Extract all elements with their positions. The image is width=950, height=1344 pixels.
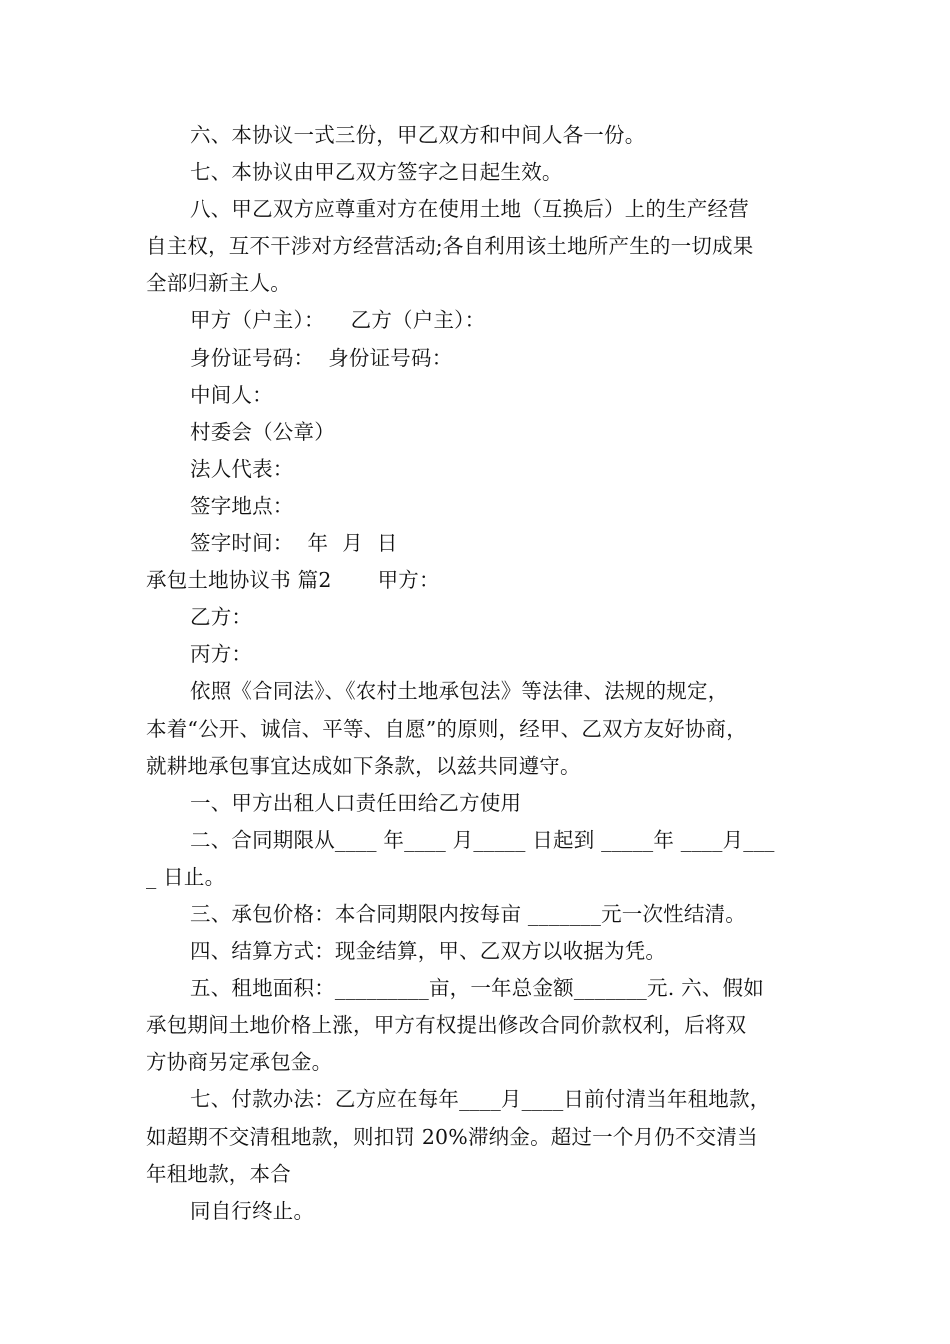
term-4-text: 四、结算方式：现金结算，甲、乙双方以收据为凭。: [190, 939, 667, 964]
party-signature-line: [146, 302, 836, 339]
term-7-text-2: 如超期不交清租地款，则扣罚 20%滞纳金。超过一个月仍不交清当: [146, 1124, 758, 1149]
signing-time-label: 签字时间：: [190, 531, 294, 556]
term-7-text-3: 年租地款，本合: [146, 1161, 291, 1186]
term-2-text-1: 二、合同期限从____ 年____ 月_____ 日起到 _____年 ____月___: [190, 827, 775, 852]
preamble-text-2: 本着“公开、诚信、平等、自愿”的原则，经甲、乙双方友好协商，: [146, 716, 747, 741]
id-number-line: [146, 340, 836, 377]
month-label: 月: [342, 531, 363, 556]
document-body: [146, 117, 836, 1230]
intermediary-line: [146, 377, 836, 414]
term-2-line-2: [146, 859, 836, 896]
term-4: [146, 933, 836, 970]
clause-6: [146, 117, 836, 154]
term-5-text-3: 方协商另定承包金。: [146, 1050, 333, 1075]
term-7-line-3: [146, 1156, 836, 1193]
clause-7: [146, 154, 836, 191]
clause-8-line-2: [146, 228, 836, 265]
term-1-text: 一、甲方出租人口责任田给乙方使用: [190, 790, 522, 815]
preamble-line-1: [146, 673, 836, 710]
legal-representative-line: [146, 451, 836, 488]
party-a-heading: 甲方：: [377, 568, 440, 593]
term-2-line-1: [146, 822, 836, 859]
clause-8-line-3: [146, 265, 836, 302]
party-b-id-label: 身份证号码：: [328, 345, 453, 370]
section-heading-line: [146, 562, 836, 599]
legal-representative-label: 法人代表：: [190, 456, 294, 481]
term-3: [146, 896, 836, 933]
term-7-text-1: 七、付款办法：乙方应在每年____月____日前付清当年租地款，: [190, 1087, 771, 1112]
party-a-label: 甲方（户主）：: [190, 308, 325, 333]
clause-8-line-1: [146, 191, 836, 228]
party-b-line: [146, 599, 836, 636]
term-7-line-4: [146, 1193, 836, 1230]
term-7-line-2: [146, 1119, 836, 1156]
signing-place-line: [146, 488, 836, 525]
term-5-text-1: 五、租地面积：_________亩，一年总金额_______元. 六、假如: [190, 976, 764, 1001]
signing-place-label: 签字地点：: [190, 493, 294, 518]
term-5-text-2: 承包期间土地价格上涨，甲方有权提出修改合同价款权利，后将双: [146, 1013, 747, 1038]
preamble-text-1: 依照《合同法》、《农村土地承包法》等法律、法规的规定，: [190, 679, 729, 704]
term-7-line-1: [146, 1081, 836, 1118]
preamble-text-3: 就耕地承包事宜达成如下条款，以兹共同遵守。: [146, 753, 581, 778]
term-3-text: 三、承包价格：本合同期限内按每亩 _______元一次性结清。: [190, 901, 746, 926]
party-b-label: 乙方（户主）：: [350, 308, 486, 333]
signing-time-line: [146, 525, 836, 562]
clause-7-text: 七、本协议由甲乙双方签字之日起生效。: [190, 160, 563, 185]
clause-8-text-2: 自主权，互不干涉对方经营活动;各自利用该土地所产生的一切成果: [146, 234, 754, 259]
preamble-line-3: [146, 748, 836, 785]
party-a-id-label: 身份证号码：: [190, 345, 315, 370]
term-1: [146, 785, 836, 822]
clause-8-text-3: 全部归新主人。: [146, 271, 291, 296]
year-label: 年: [307, 531, 329, 556]
intermediary-label: 中间人：: [190, 382, 273, 407]
village-committee-label: 村委会（公章）: [190, 419, 335, 444]
clause-6-text: 六、本协议一式三份，甲乙双方和中间人各一份。: [190, 123, 646, 147]
party-c-heading: 丙方：: [190, 642, 253, 667]
day-label: 日: [376, 531, 398, 556]
term-5-line-1: [146, 970, 836, 1007]
term-7-text-4: 同自行终止。: [190, 1198, 315, 1223]
clause-8-text-1: 八、甲乙双方应尊重对方在使用土地（互换后）上的生产经营: [190, 197, 749, 222]
village-committee-line: [146, 414, 836, 451]
party-b-heading: 乙方：: [190, 605, 253, 630]
party-c-line: [146, 636, 836, 673]
term-5-line-2: [146, 1007, 836, 1044]
section-title: 承包土地协议书 篇2: [146, 568, 332, 593]
term-5-line-3: [146, 1044, 836, 1081]
term-2-text-2: _ 日止。: [146, 864, 226, 889]
preamble-line-2: [146, 711, 836, 748]
